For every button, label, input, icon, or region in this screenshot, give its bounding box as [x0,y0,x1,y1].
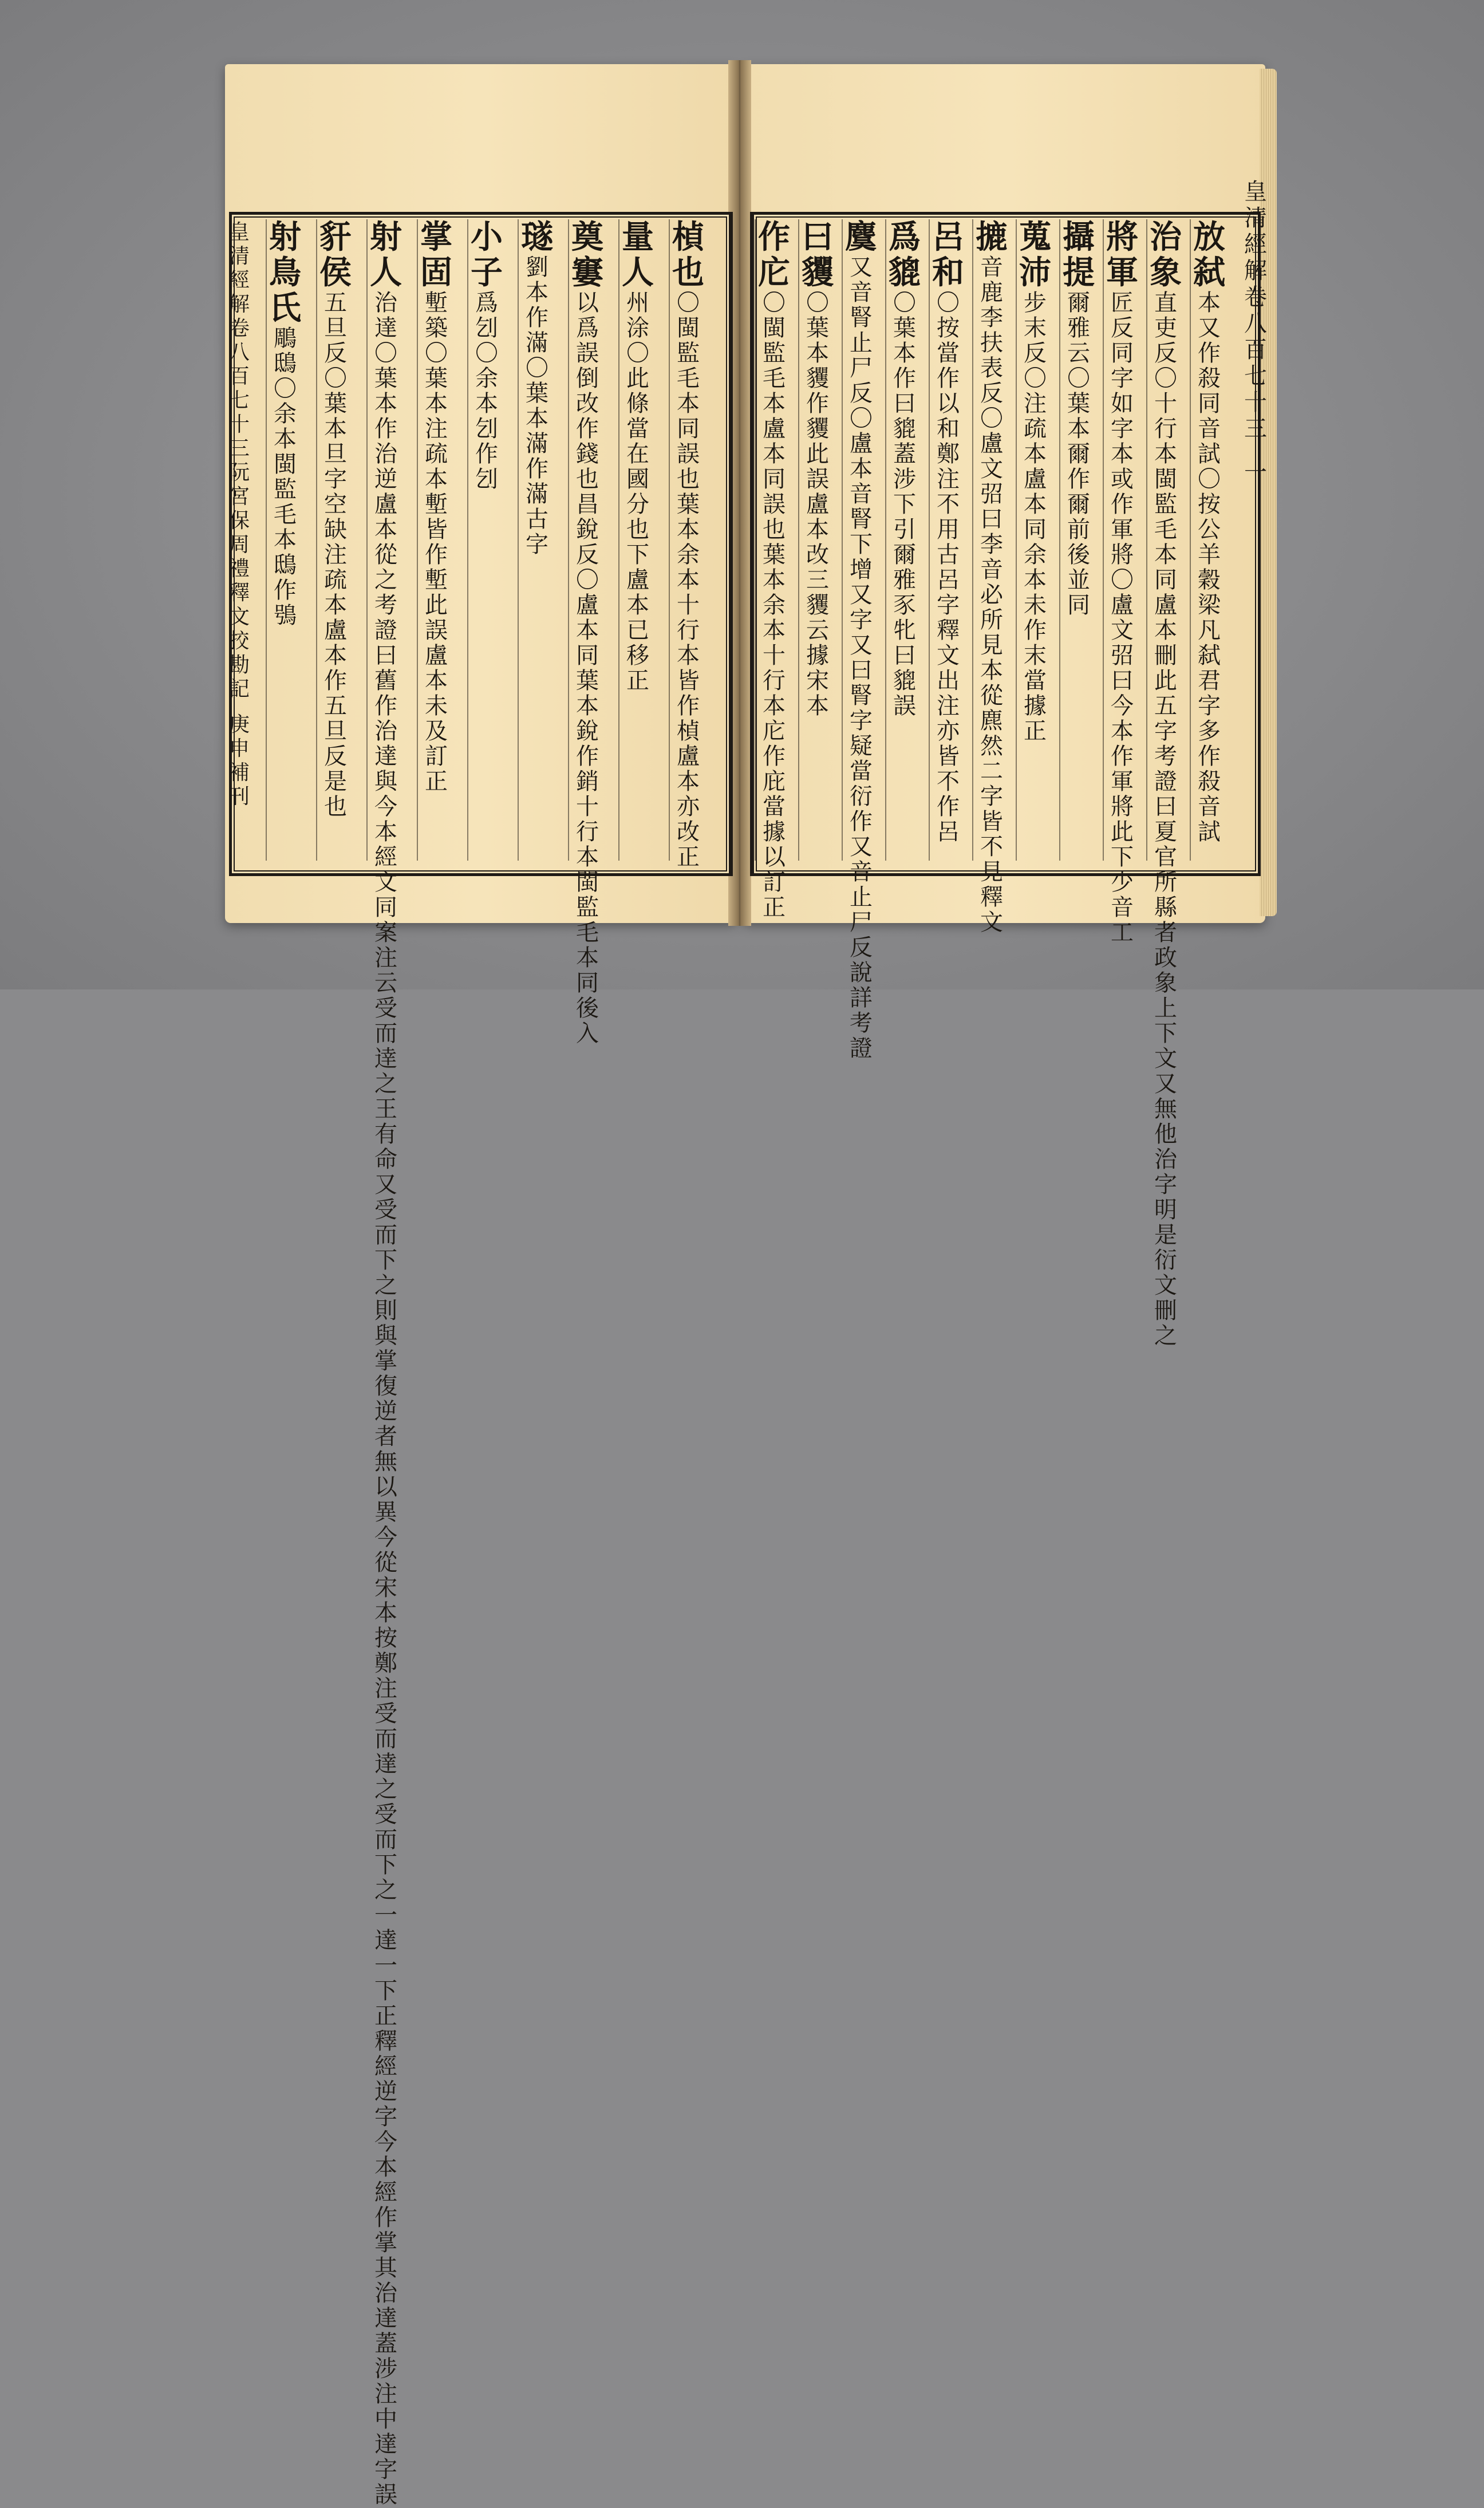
entry-headword: 作庀 [758,218,790,291]
column-rule [618,219,619,861]
entry-annotation: 〇葉本貜作貜此誤盧本改三貜云據宋本 [806,290,829,719]
entry-headword: 璲 [521,218,553,256]
entry-annotation: 爲刉〇余本刉作刉 [475,290,498,492]
entry-annotation: 〇按當作以和鄭注不用古呂字釋文出注亦皆不作呂 [937,290,960,845]
left-margin-label [228,220,251,809]
entry-headword: 呂和 [932,218,964,291]
entry-annotation: 治達〇葉本作治逆盧本從之考證曰舊作治達與今本經文同案注云受而逹之王有命又受而下之則與掌復逆者無以異今從宋本按鄭注受而達之受而下之一達一下正釋經逆字今本經作掌其治達蓋涉注中達字誤 [374,290,397,2508]
entry-headword: 麌 [845,218,877,256]
column-rule [1059,219,1060,861]
text-column [571,218,603,1047]
entry-headword: 曰貜 [802,218,834,291]
entry-annotation: 爾雅云〇葉本爾作爾前後並同 [1067,290,1090,618]
column-rule [568,219,569,861]
entry-annotation: 鵰鴟〇余本閩監毛本鴟作鴞 [274,325,297,629]
entry-headword: 放弑 [1193,218,1225,291]
column-rule [1146,219,1147,861]
column-rule [972,219,973,861]
entry-headword: 射鳥氏 [269,218,301,327]
entry-annotation: 〇閩監毛本盧本同誤也葉本余本十行本庀作庇當據以訂正 [763,290,786,921]
text-column [976,218,1008,936]
entry-annotation: 本又作殺同音試〇按公羊穀梁凡弑君字多作殺音試 [1198,290,1221,845]
text-column [420,219,452,861]
column-rule [518,219,519,861]
column-rule [467,219,468,861]
entry-annotation: 又音腎止尸反〇盧本音腎下增又字又曰腎字疑當衍作又音止尸反說詳考證 [850,254,873,1062]
right-margin-folio: 一 [1244,459,1267,486]
entry-headword: 楨也 [672,218,704,291]
text-column [932,219,964,861]
text-column [1150,218,1182,1349]
entry-headword: 量人 [622,218,654,291]
text-column [1106,218,1138,946]
entry-annotation: 音鹿李扶表反〇盧文弨曰李音必所見本從麃然二字皆不見釋文 [980,254,1003,936]
text-column [319,219,352,861]
entry-headword: 小子 [471,218,503,291]
entry-headword: 治象 [1150,218,1182,291]
text-column [758,218,790,921]
column-rule [1103,219,1104,861]
text-column [370,218,402,2508]
text-column [1193,219,1225,861]
column-rule [417,219,418,861]
text-column [1063,219,1095,861]
column-rule [798,219,799,861]
column-rule [929,219,930,861]
entry-headword: 豻侯 [319,218,352,291]
right-margin-title: 皇清經解卷八百七十三 [1244,179,1267,442]
entry-annotation: 直吏反〇十行本閩監毛本同盧本刪此五字考證曰夏官所縣者政象上下文又無他治字明是衍文刪之 [1154,290,1177,1349]
entry-annotation: 步末反〇注疏本盧本同余本未作末當據正 [1024,290,1047,744]
column-rule [842,219,843,861]
entry-annotation: 以爲誤倒改作錢也昌銳反〇盧本同葉本銳作銷十行本閩監毛本同後入 [576,290,599,1047]
entry-annotation: 〇葉本作曰貔蓋涉下引爾雅豕牝曰貔誤 [893,290,916,719]
entry-annotation: 州涂〇此條當在國分也下盧本已移正 [626,290,649,694]
column-rule [366,219,368,861]
text-column [802,219,834,861]
column-rule [316,219,317,861]
column-rule [266,219,267,861]
entry-headword: 射人 [370,218,402,291]
right-margin-label [1242,179,1269,486]
text-column [672,218,704,870]
text-column [269,219,301,861]
text-column [622,219,654,861]
text-column [889,219,921,861]
column-rule [1016,219,1017,861]
entry-headword: 將軍 [1106,218,1138,291]
entry-annotation: 塹築〇葉本注疏本塹皆作塹此誤盧本未及訂正 [425,290,448,795]
entry-annotation: 匠反同字如字本或作軍將〇盧文弨曰今本作軍將此下少音工 [1111,290,1134,946]
column-rule [669,219,670,861]
entry-headword: 攝提 [1063,218,1095,291]
column-rule [755,219,756,861]
entry-annotation: 五旦反〇葉本旦字空缺注疏本盧本作五旦反是也 [324,290,347,820]
entry-headword: 蒐沛 [1019,218,1051,291]
entry-headword: 爲貔 [889,218,921,291]
column-rule [1190,219,1191,861]
entry-headword: 摝 [976,218,1008,256]
text-column [521,219,553,861]
entry-annotation: 劉本作滿〇葉本滿作滿古字 [526,254,548,558]
entry-annotation: 〇閩監毛本同誤也葉本余本十行本皆作楨盧本亦改正 [677,290,700,870]
left-margin-footer: 庚申補刊 [228,713,250,809]
column-rule [885,219,886,861]
text-column [471,219,503,861]
text-column [1019,219,1051,861]
left-margin-title: 皇清經解卷八百七十三阮宮保周禮釋文挍勘記 [228,220,250,701]
entry-headword: 掌固 [420,218,452,291]
entry-headword: 奠窶 [571,218,603,291]
text-column [845,218,877,1062]
